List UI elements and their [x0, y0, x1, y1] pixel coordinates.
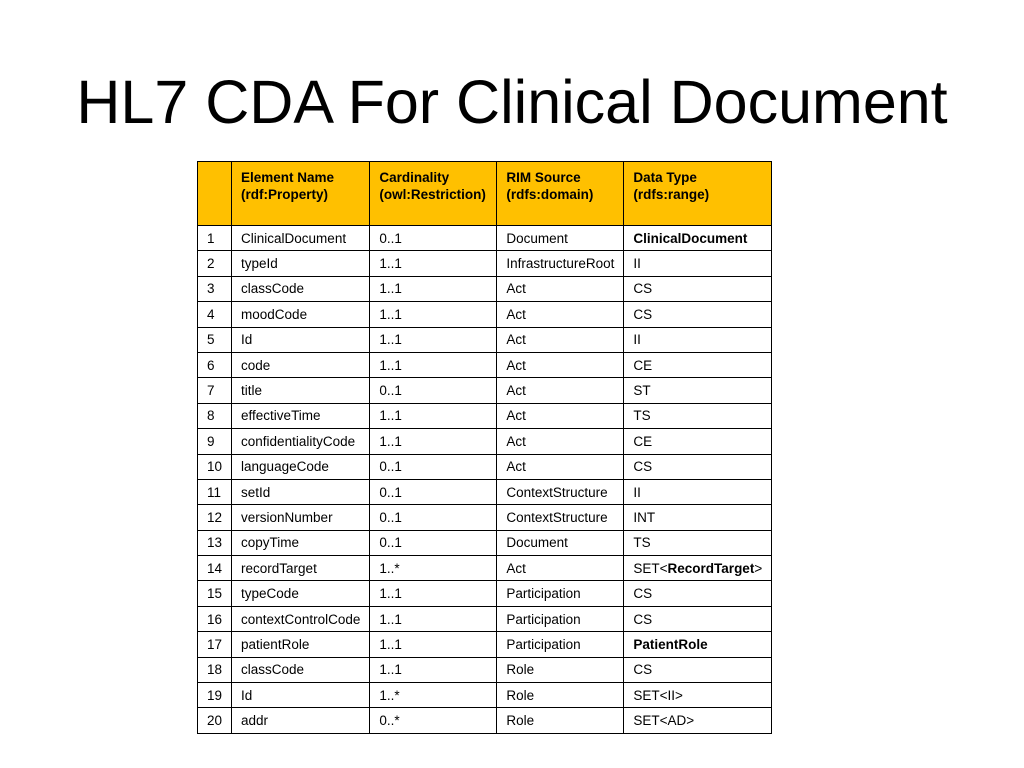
cardinality-cell: 1..1 — [370, 657, 497, 682]
rim-source-cell: ContextStructure — [497, 479, 624, 504]
table-row — [198, 606, 772, 631]
header-element-name-line1: Element Name — [241, 170, 335, 185]
type-prefix: ST — [633, 383, 651, 399]
element-name-cell: Id — [232, 683, 370, 708]
cardinality-cell: 1..1 — [370, 403, 497, 428]
cardinality-cell: 1..1 — [370, 251, 497, 276]
header-cardinality-line2: (owl:Restriction) — [379, 187, 486, 202]
type-prefix: CS — [633, 306, 653, 322]
row-number-cell: 7 — [198, 378, 232, 403]
slide-title: HL7 CDA For Clinical Document — [76, 68, 948, 136]
row-number-cell: 15 — [198, 581, 232, 606]
type-suffix: > — [754, 560, 763, 576]
cardinality-cell: 0..* — [370, 708, 497, 733]
table-row — [198, 327, 772, 352]
type-prefix: CS — [633, 662, 653, 678]
element-name-cell: typeId — [232, 251, 370, 276]
row-number-cell: 5 — [198, 327, 232, 352]
element-name-cell: confidentialityCode — [232, 429, 370, 454]
table-row — [198, 302, 772, 327]
type-bold-name: ClinicalDocument — [633, 230, 748, 246]
header-cardinality — [370, 162, 497, 226]
table-row — [198, 352, 772, 377]
header-rim-source — [497, 162, 624, 226]
type-prefix: CS — [633, 586, 653, 602]
data-type-cell — [624, 327, 772, 352]
rim-source-cell: Act — [497, 556, 624, 581]
type-prefix: CS — [633, 459, 653, 475]
data-type-cell — [624, 454, 772, 479]
table-row — [198, 454, 772, 479]
rim-source-cell: Act — [497, 403, 624, 428]
header-number — [198, 162, 232, 226]
row-number-cell: 8 — [198, 403, 232, 428]
cardinality-cell: 0..1 — [370, 454, 497, 479]
type-prefix: CE — [633, 357, 653, 373]
table-row — [198, 581, 772, 606]
cardinality-cell: 0..1 — [370, 378, 497, 403]
rim-source-cell: Document — [497, 530, 624, 555]
element-name-cell: effectiveTime — [232, 403, 370, 428]
cardinality-cell: 1..1 — [370, 581, 497, 606]
cardinality-cell: 1..1 — [370, 302, 497, 327]
rim-source-cell: Participation — [497, 632, 624, 657]
type-prefix: II — [633, 484, 641, 500]
data-type-cell — [624, 632, 772, 657]
data-type-cell — [624, 606, 772, 631]
header-rim-source-line2: (rdfs:domain) — [506, 187, 594, 202]
row-number-cell: 13 — [198, 530, 232, 555]
element-name-cell: code — [232, 352, 370, 377]
data-type-cell — [624, 429, 772, 454]
cardinality-cell: 0..1 — [370, 530, 497, 555]
type-prefix: SET<II> — [633, 687, 683, 703]
rim-source-cell: Act — [497, 378, 624, 403]
cda-element-table — [197, 161, 772, 734]
element-name-cell: versionNumber — [232, 505, 370, 530]
row-number-cell: 18 — [198, 657, 232, 682]
rim-source-cell: Act — [497, 276, 624, 301]
cardinality-cell: 0..1 — [370, 226, 497, 251]
data-type-cell — [624, 302, 772, 327]
element-name-cell: ClinicalDocument — [232, 226, 370, 251]
element-name-cell: languageCode — [232, 454, 370, 479]
element-name-cell: moodCode — [232, 302, 370, 327]
row-number-cell: 6 — [198, 352, 232, 377]
header-element-name-line2: (rdf:Property) — [241, 187, 329, 202]
type-prefix: SET< — [633, 560, 668, 576]
table-row — [198, 530, 772, 555]
table-row — [198, 378, 772, 403]
data-type-cell — [624, 352, 772, 377]
row-number-cell: 14 — [198, 556, 232, 581]
rim-source-cell: Act — [497, 302, 624, 327]
row-number-cell: 10 — [198, 454, 232, 479]
table-row — [198, 505, 772, 530]
table-header-row — [198, 162, 772, 226]
rim-source-cell: Document — [497, 226, 624, 251]
table-row — [198, 657, 772, 682]
data-type-cell — [624, 530, 772, 555]
table-row — [198, 479, 772, 504]
data-type-cell — [624, 378, 772, 403]
element-name-cell: addr — [232, 708, 370, 733]
element-name-cell: setId — [232, 479, 370, 504]
data-type-cell — [624, 683, 772, 708]
row-number-cell: 17 — [198, 632, 232, 657]
type-prefix: INT — [633, 509, 656, 525]
element-name-cell: copyTime — [232, 530, 370, 555]
element-name-cell: title — [232, 378, 370, 403]
table-row — [198, 276, 772, 301]
cardinality-cell: 1..1 — [370, 327, 497, 352]
rim-source-cell: Act — [497, 352, 624, 377]
rim-source-cell: Participation — [497, 606, 624, 631]
row-number-cell: 12 — [198, 505, 232, 530]
element-name-cell: contextControlCode — [232, 606, 370, 631]
table-row — [198, 226, 772, 251]
data-type-cell — [624, 226, 772, 251]
type-prefix: CS — [633, 611, 653, 627]
header-data-type-line2: (rdfs:range) — [633, 187, 710, 202]
data-type-cell — [624, 276, 772, 301]
rim-source-cell: Act — [497, 327, 624, 352]
header-rim-source-line1: RIM Source — [506, 170, 581, 185]
type-prefix: TS — [633, 535, 651, 551]
data-type-cell — [624, 505, 772, 530]
cardinality-cell: 1..1 — [370, 352, 497, 377]
cardinality-cell: 1..1 — [370, 429, 497, 454]
element-name-cell: typeCode — [232, 581, 370, 606]
data-type-cell — [624, 708, 772, 733]
table-row — [198, 708, 772, 733]
table-row — [198, 632, 772, 657]
element-name-cell: patientRole — [232, 632, 370, 657]
rim-source-cell: Act — [497, 429, 624, 454]
data-type-cell — [624, 556, 772, 581]
data-type-cell — [624, 403, 772, 428]
rim-source-cell: InfrastructureRoot — [497, 251, 624, 276]
type-prefix: II — [633, 332, 641, 348]
table-row — [198, 251, 772, 276]
rim-source-cell: Role — [497, 657, 624, 682]
cardinality-cell: 1..1 — [370, 276, 497, 301]
row-number-cell: 2 — [198, 251, 232, 276]
rim-source-cell: Participation — [497, 581, 624, 606]
type-prefix: SET<AD> — [633, 713, 695, 729]
type-prefix: CE — [633, 433, 653, 449]
table-row — [198, 683, 772, 708]
row-number-cell: 19 — [198, 683, 232, 708]
table-row — [198, 556, 772, 581]
data-type-cell — [624, 251, 772, 276]
cardinality-cell: 0..1 — [370, 505, 497, 530]
rim-source-cell: Act — [497, 454, 624, 479]
type-prefix: II — [633, 256, 641, 272]
type-bold-name: PatientRole — [633, 636, 708, 652]
rim-source-cell: ContextStructure — [497, 505, 624, 530]
type-prefix: TS — [633, 408, 651, 424]
row-number-cell: 4 — [198, 302, 232, 327]
cardinality-cell: 0..1 — [370, 479, 497, 504]
type-prefix: CS — [633, 281, 653, 297]
rim-source-cell: Role — [497, 708, 624, 733]
table-row — [198, 403, 772, 428]
data-type-cell — [624, 581, 772, 606]
data-type-cell — [624, 657, 772, 682]
cardinality-cell: 1..1 — [370, 632, 497, 657]
table-body — [198, 226, 772, 734]
cardinality-cell: 1..* — [370, 683, 497, 708]
row-number-cell: 20 — [198, 708, 232, 733]
element-name-cell: recordTarget — [232, 556, 370, 581]
element-name-cell: Id — [232, 327, 370, 352]
row-number-cell: 16 — [198, 606, 232, 631]
header-cardinality-line1: Cardinality — [379, 170, 450, 185]
row-number-cell: 11 — [198, 479, 232, 504]
row-number-cell: 3 — [198, 276, 232, 301]
table-row — [198, 429, 772, 454]
rim-source-cell: Role — [497, 683, 624, 708]
type-bold-name: RecordTarget — [667, 560, 755, 576]
cardinality-cell: 1..1 — [370, 606, 497, 631]
element-name-cell: classCode — [232, 276, 370, 301]
header-data-type — [624, 162, 772, 226]
row-number-cell: 9 — [198, 429, 232, 454]
data-type-cell — [624, 479, 772, 504]
cardinality-cell: 1..* — [370, 556, 497, 581]
row-number-cell: 1 — [198, 226, 232, 251]
element-name-cell: classCode — [232, 657, 370, 682]
header-data-type-line1: Data Type — [633, 170, 697, 185]
header-element-name — [232, 162, 370, 226]
